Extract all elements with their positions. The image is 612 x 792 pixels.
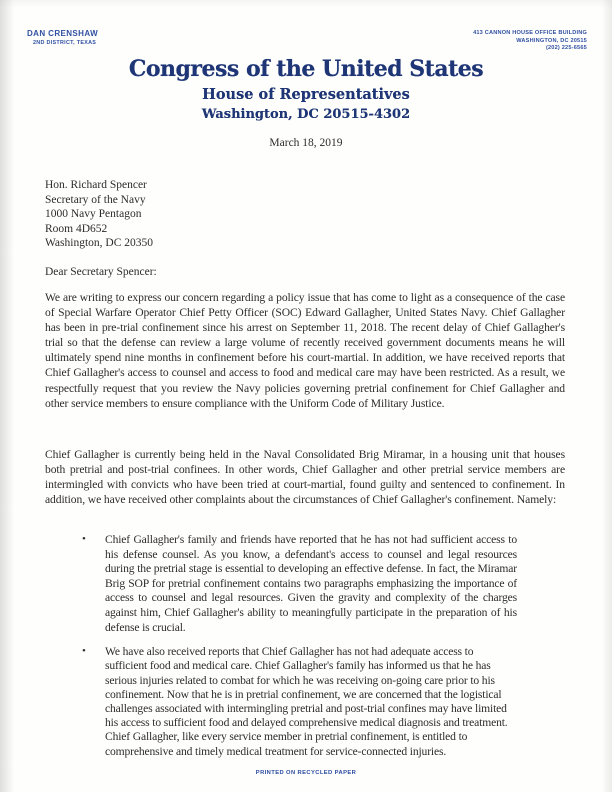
recipient-line: Washington, DC 20350 [45, 237, 154, 250]
salutation: Dear Secretary Spencer: [45, 266, 157, 278]
recycled-paper-notice: PRINTED ON RECYCLED PAPER [255, 770, 357, 776]
office-address-line: WASHINGTON, DC 20515 [516, 37, 587, 44]
house-subtitle: House of Representatives [202, 86, 410, 103]
recipient-line: Hon. Richard Spencer [45, 179, 147, 191]
recipient-line: 1000 Navy Pentagon [45, 208, 142, 221]
member-identity-block [27, 29, 98, 46]
letterhead-masthead [0, 56, 612, 122]
body-paragraph-2: Chief Gallagher is currently being held in the Naval Consolidated Brig Miramar, in a housing unit that houses both pretrial and post-trial confinees. In other words, Chief Gallagher and other pretrial service members are intermingled with convicts who have been tried at court-martial, found guilty and sentenced to confinement. In addition, we have received other complaints about the circumstances of Chief Gallagher's confinement. Namely: [45, 448, 565, 507]
recipient-line: Secretary of the Navy [45, 193, 146, 206]
complaints-bullet-list [45, 533, 517, 769]
bullet-item-counsel-access [45, 533, 517, 635]
member-district: 2ND DISTRICT, TEXAS [33, 40, 97, 46]
capitol-city-zip: Washington, DC 20515-4302 [201, 107, 411, 122]
bullet-text: Chief Gallagher's family and friends have reported that he has not had sufficient access to his defense counsel. As you know, a defendant's access to counsel and legal resources during the pretrial stage is essential to developing an effective defense. In fact, the Miramar Brig SOP for pretrial confinement contains two paragraphs emphasizing the importance of access to counsel and legal resources. Given the gravity and complexity of the charges against him, Chief Gallagher's ability to meaningfully participate in the preparation of his defense is crucial. [105, 533, 517, 634]
congress-title: Congress of the United States [128, 56, 484, 82]
recipient-address-block [45, 178, 153, 251]
office-address-block [473, 30, 587, 53]
recipient-line: Room 4D652 [45, 222, 108, 235]
bullet-text: We have also received reports that Chief Gallagher has not had adequate access to sufficient food and medical care. Chief Gallagher's family has informed us that he has serious injuries related to combat for which he was receiving on-going care prior to his confinement. Now that he is in pretrial confinement, we are concerned that the logistical challenges associated with intermingling pretrial and post-trial confines may have limited his access to sufficient food and delayed comprehensive medical diagnosis and treatment. Chief Gallagher, like every service member in pretrial confinement, is entitled to comprehensive and timely medical treatment for service-connected injuries. [105, 645, 508, 758]
bullet-marker-icon: • [82, 645, 86, 658]
office-phone: (202) 225-6565 [545, 45, 587, 52]
member-name: DAN CRENSHAW [27, 29, 99, 38]
letter-date: March 18, 2019 [269, 137, 343, 149]
bullet-marker-icon: • [82, 533, 86, 545]
bullet-item-food-medical [45, 645, 517, 759]
body-paragraph-1: We are writing to express our concern regarding a policy issue that has come to light as a consequence of the case of Special Warfare Operator Chief Petty Officer (SOC) Edward Gallagher, United States Navy. Chief Gallagher has been in pre-trial confinement since his arrest on September 11, 2018. The recent delay of Chief Gallagher's trial so that the defense can review a large volume of recently received government documents means he will ultimately spend nine months in confinement before his court-martial. In addition, we have received reports that Chief Gallagher's access to counsel and access to food and medical care may have been restricted. As a result, we respectfully request that you review the Navy policies governing pretrial confinement for Chief Gallagher and other service members to ensure compliance with the Uniform Code of Military Justice. [45, 291, 565, 410]
office-address-line: 413 CANNON HOUSE OFFICE BUILDING [473, 30, 587, 36]
